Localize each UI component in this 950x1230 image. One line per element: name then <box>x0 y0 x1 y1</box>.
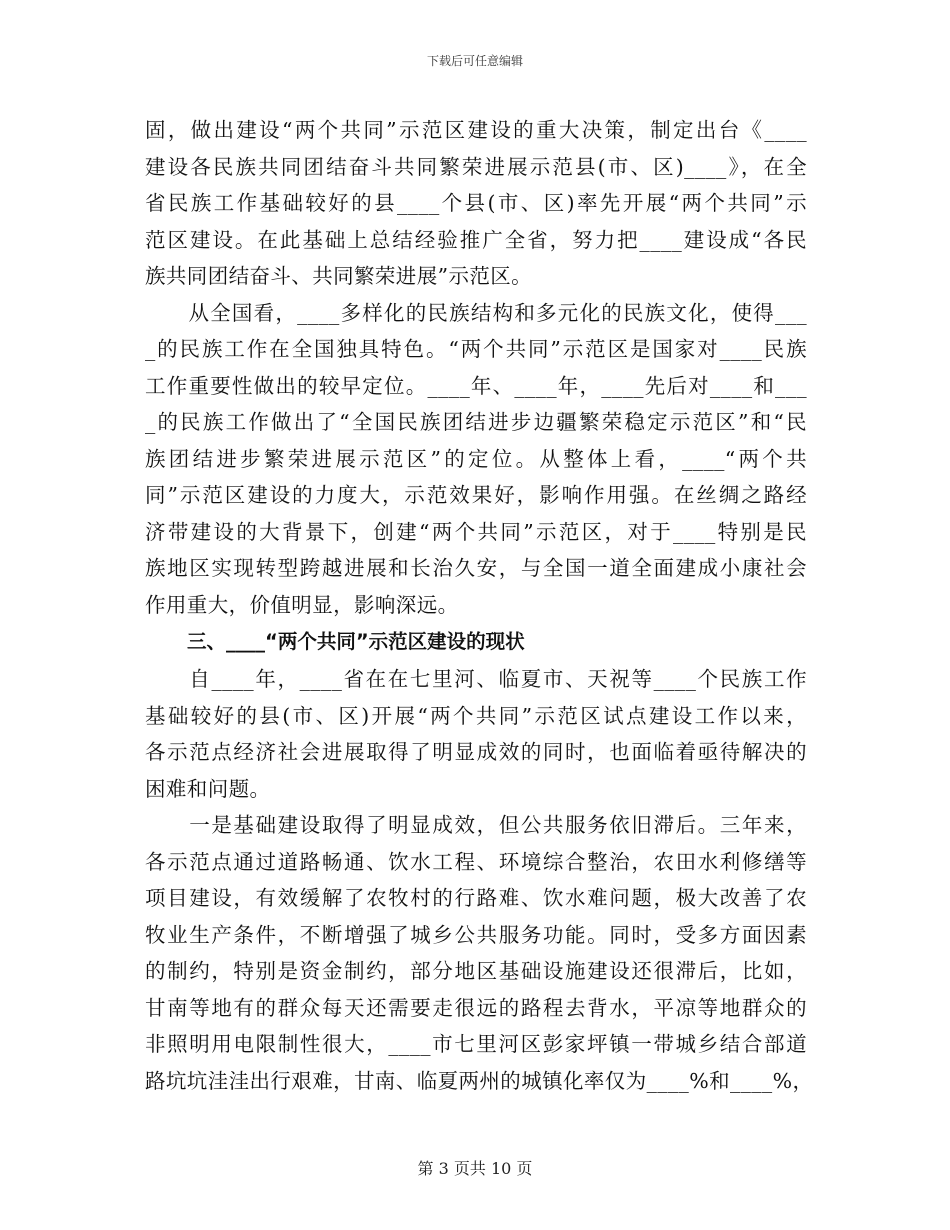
text-line: 各示范点经济社会进展取得了明显成效的同时，也面临着亟待解决的 <box>145 740 807 764</box>
text-line: 建设各民族共同团结奋斗共同繁荣进展示范县(市、区)____》，在全 <box>145 154 807 179</box>
text-line: 路坑坑洼洼出行艰难，甘南、临夏两州的城镇化率仅为____%和____%， <box>145 1068 814 1093</box>
section-heading: 三、____“两个共同”示范区建设的现状 <box>187 630 525 653</box>
text-line: 一是基础建设取得了明显成效，但公共服务依旧滞后。三年来， <box>145 813 807 837</box>
text-line: 项目建设，有效缓解了农牧村的行路难、饮水难问题，极大改善了农 <box>145 886 807 910</box>
text-line: 族团结进步繁荣进展示范区”的定位。从整体上看，____“两个共 <box>145 446 807 471</box>
text-line: 牧业生产条件，不断增强了城乡公共服务功能。同时，受多方面因素 <box>145 922 807 947</box>
text-line: 同”示范区建设的力度大，示范效果好，影响作用强。在丝绸之路经 <box>145 483 807 507</box>
text-line: 的制约，特别是资金制约，部分地区基础设施建设还很滞后，比如， <box>145 959 807 983</box>
text-line: 各示范点通过道路畅通、饮水工程、环境综合整治，农田水利修缮等 <box>145 849 807 874</box>
text-line: _的民族工作在全国独具特色。“两个共同”示范区是国家对____民族 <box>145 337 807 361</box>
text-line: 自____年，____省在在七里河、临夏市、天祝等____个民族工作 <box>145 667 807 691</box>
text-line: 固，做出建设“两个共同”示范区建设的重大决策，制定出台《____ <box>145 118 807 142</box>
text-line: _的民族工作做出了“全国民族团结进步边疆繁荣稳定示范区”和“民 <box>145 410 807 434</box>
page-footer: 第 3 页共 10 页 <box>417 1159 533 1178</box>
text-line: 省民族工作基础较好的县____个县(市、区)率先开展“两个共同”示 <box>145 191 807 215</box>
text-line: 甘南等地有的群众每天还需要走很远的路程去背水，平凉等地群众的 <box>145 995 807 1020</box>
text-line: 困难和问题。 <box>145 776 271 801</box>
text-line: 济带建设的大背景下，创建“两个共同”示范区，对于____特别是民 <box>145 519 807 544</box>
document-body <box>145 112 814 1099</box>
text-line: 从全国看，____多样化的民族结构和多元化的民族文化，使得___ <box>145 300 807 325</box>
text-line: 非照明用电限制性很大，____市七里河区彭家坪镇一带城乡结合部道 <box>145 1032 807 1056</box>
text-line: 作用重大，价值明显，影响深远。 <box>145 592 459 617</box>
text-line: 范区建设。在此基础上总结经验推广全省，努力把____建设成“各民 <box>145 227 807 252</box>
page-header: 下载后可任意编辑 <box>426 54 523 68</box>
text-line: 族共同团结奋斗、共同繁荣进展”示范区。 <box>145 264 533 288</box>
text-line: 工作重要性做出的较早定位。____年、____年，____先后对____和___ <box>145 373 807 398</box>
text-line: 基础较好的县(市、区)开展“两个共同”示范区试点建设工作以来， <box>145 703 807 728</box>
text-line: 族地区实现转型跨越进展和长治久安，与全国一道全面建成小康社会 <box>145 556 807 580</box>
